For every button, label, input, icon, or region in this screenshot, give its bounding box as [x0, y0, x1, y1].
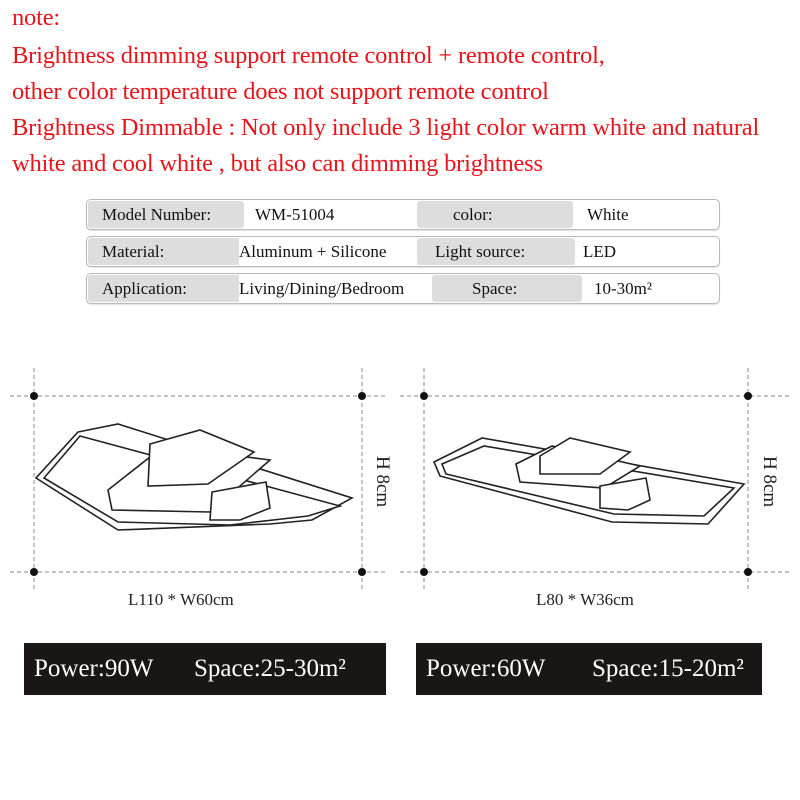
- spec-value-color: White: [587, 201, 687, 228]
- spec-label-application: Application:: [88, 275, 244, 302]
- spec-label-space: Space:: [432, 275, 582, 302]
- note-title: note:: [12, 4, 60, 31]
- spec-label-material: Material:: [88, 238, 244, 265]
- note-line-3: Brightness Dimmable : Not only include 3 light color warm white and natural: [12, 114, 760, 141]
- lamp-large-drawing: [36, 424, 352, 530]
- note-line-1: Brightness dimming support remote control + remote control,: [12, 42, 605, 69]
- height-label-large: H 8cm: [372, 456, 393, 508]
- note-line-2: other color temperature does not support remote control: [12, 78, 549, 105]
- spec-label-model: Model Number:: [88, 201, 244, 228]
- spec-value-model: WM-51004: [255, 201, 405, 228]
- spec-row-material: [86, 236, 720, 267]
- dimension-label-large: L110 * W60cm: [128, 590, 234, 609]
- space-value-large: Space:25-30m²: [194, 655, 346, 682]
- spec-value-material: Aluminum + Silicone: [239, 238, 409, 265]
- power-value-small: Power:60W: [426, 655, 546, 682]
- spec-row-model: [86, 199, 720, 230]
- spec-label-color: color:: [417, 201, 573, 228]
- height-label-small: H 8cm: [759, 456, 780, 508]
- spec-row-application: [86, 273, 720, 304]
- spec-value-space: 10-30m²: [594, 275, 694, 302]
- spec-label-light-source: Light source:: [417, 238, 575, 265]
- dimension-diagram: [0, 360, 800, 620]
- space-value-small: Space:15-20m²: [592, 655, 744, 682]
- spec-value-application: Living/Dining/Bedroom: [239, 275, 429, 302]
- power-box-large: [24, 643, 386, 695]
- power-box-small: [416, 643, 762, 695]
- power-value-large: Power:90W: [34, 655, 154, 682]
- spec-value-light-source: LED: [583, 238, 683, 265]
- note-line-4: white and cool white , but also can dimming brightness: [12, 150, 543, 177]
- dimension-label-small: L80 * W36cm: [536, 590, 634, 609]
- lamp-small-drawing: [434, 438, 744, 524]
- diagram-drawing: [0, 360, 800, 620]
